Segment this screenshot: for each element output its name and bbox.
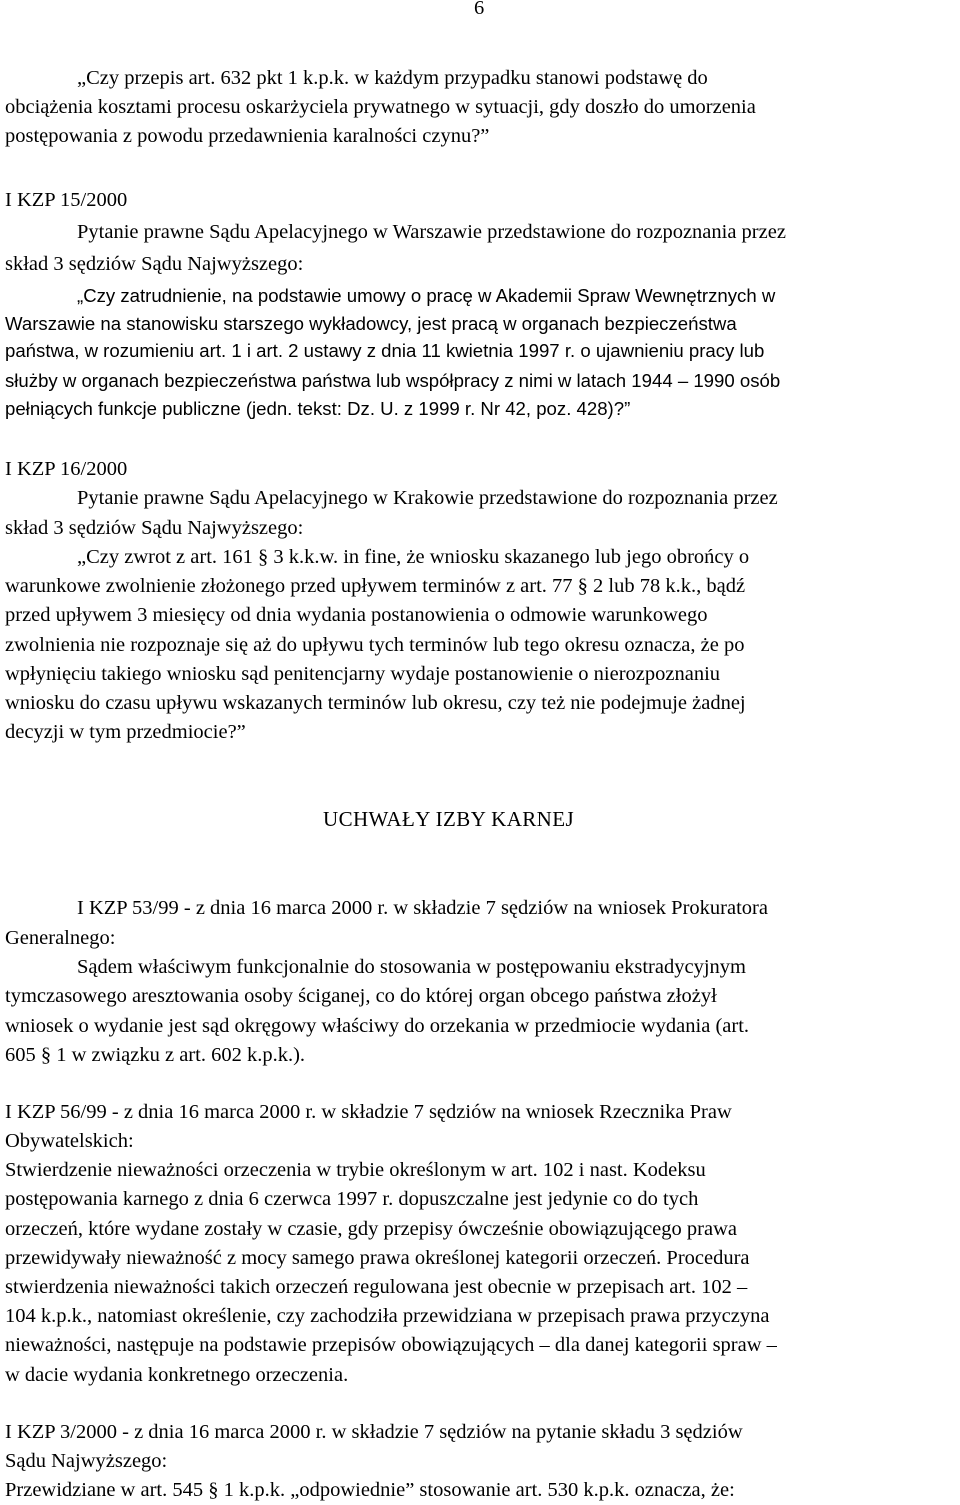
question-line: wpłynięciu takiego wniosku sąd penitencjarny wydaje postanowienie o nierozpoznaniu [5, 663, 721, 685]
text-line: skład 3 sędziów Sądu Najwyższego: [5, 253, 304, 275]
question-line: warunkowe zwolnienie złożonego przed upływem terminów z art. 77 § 2 lub 78 k.k., bądź [5, 575, 746, 597]
text-line: „Czy przepis art. 632 pkt 1 k.p.k. w każdym przypadku stanowi podstawę do [77, 67, 708, 89]
case-signature: I KZP 15/2000 [5, 189, 128, 211]
text-line: Pytanie prawne Sądu Apelacyjnego w Warszawie przedstawione do rozpoznania przez [77, 221, 786, 243]
text-line: Przewidziane w art. 545 § 1 k.p.k. „odpowiednie” stosowanie art. 530 k.p.k. oznacza, że: [5, 1479, 735, 1501]
resolution-header: Generalnego: [5, 927, 116, 949]
text-line: skład 3 sędziów Sądu Najwyższego: [5, 517, 304, 539]
resolution-header: Obywatelskich: [5, 1130, 134, 1152]
question-line: „Czy zwrot z art. 161 § 3 k.k.w. in fine, że wniosku skazanego lub jego obrońcy o [77, 546, 750, 568]
resolution-header: I KZP 56/99 - z dnia 16 marca 2000 r. w składzie 7 sędziów na wniosek Rzecznika Praw [5, 1101, 732, 1123]
question-line: wniosku do czasu upływu wskazanych terminów lub okresu, czy też nie podejmuje żadnej [5, 692, 746, 714]
page-number: 6 [474, 0, 485, 19]
question-line: decyzji w tym przedmiocie?” [5, 721, 246, 743]
case-signature: I KZP 16/2000 [5, 458, 128, 480]
question-line: „Czy zatrudnienie, na podstawie umowy o pracę w Akademii Spraw Wewnętrznych w [77, 285, 776, 306]
question-line: państwa, w rozumieniu art. 1 i art. 2 ustawy z dnia 11 kwietnia 1997 r. o ujawnieniu pracy lub [5, 340, 765, 361]
resolution-header: I KZP 53/99 - z dnia 16 marca 2000 r. w składzie 7 sędziów na wniosek Prokuratora [77, 897, 768, 919]
resolution-header: I KZP 3/2000 - z dnia 16 marca 2000 r. w składzie 7 sędziów na pytanie składu 3 sędziów [5, 1421, 743, 1443]
text-line: Pytanie prawne Sądu Apelacyjnego w Krakowie przedstawione do rozpoznania przez [77, 487, 778, 509]
text-line: przewidywały nieważność z mocy samego prawa określonej kategorii orzeczeń. Procedura [5, 1247, 750, 1269]
text-line: postępowania z powodu przedawnienia karalności czynu?” [5, 125, 490, 147]
text-line: obciążenia kosztami procesu oskarżyciela prywatnego w sytuacji, gdy doszło do umorzenia [5, 96, 756, 118]
text-line: postępowania karnego z dnia 6 czerwca 1997 r. dopuszczalne jest jedynie co do tych [5, 1188, 699, 1210]
text-line: Stwierdzenie nieważności orzeczenia w trybie określonym w art. 102 i nast. Kodeksu [5, 1159, 706, 1181]
text-line: Sądem właściwym funkcjonalnie do stosowania w postępowaniu ekstradycyjnym [77, 956, 746, 978]
section-heading: UCHWAŁY IZBY KARNEJ [323, 807, 575, 831]
text-line: stwierdzenia nieważności takich orzeczeń regulowana jest obecnie w przepisach art. 102 – [5, 1276, 748, 1298]
question-line: służby w organach bezpieczeństwa państwa lub współpracy z nimi w latach 1944 – 1990 osób [5, 370, 781, 391]
question-line: pełniących funkcje publiczne (jedn. tekst: Dz. U. z 1999 r. Nr 42, poz. 428)?” [5, 398, 631, 419]
question-line: Warszawie na stanowisku starszego wykładowcy, jest pracą w organach bezpieczeństwa [5, 313, 737, 334]
text-line: nieważności, następuje na podstawie przepisów obowiązujących – dla danej kategorii spraw – [5, 1334, 777, 1356]
text-line: 605 § 1 w związku z art. 602 k.p.k.). [5, 1044, 306, 1066]
text-line: 104 k.p.k., natomiast określenie, czy zachodziła przewidziana w przepisach prawa przyczyna [5, 1305, 770, 1327]
question-line: zwolnienia nie rozpoznaje się aż do upływu tych terminów lub tego okresu oznacza, że po [5, 634, 745, 656]
text-line: tymczasowego aresztowania osoby ściganej, co do której organ obcego państwa złożył [5, 985, 717, 1007]
resolution-header: Sądu Najwyższego: [5, 1450, 168, 1472]
text-line: orzeczeń, które wydane zostały w czasie, gdy przepisy ówcześnie obowiązującego prawa [5, 1218, 737, 1240]
question-line: przed upływem 3 miesięcy od dnia wydania postanowienia o odmowie warunkowego [5, 604, 708, 626]
text-line: wniosek o wydanie jest sąd okręgowy właściwy do orzekania w przedmiocie wydania (art. [5, 1015, 750, 1037]
text-line: w dacie wydania konkretnego orzeczenia. [5, 1364, 349, 1386]
